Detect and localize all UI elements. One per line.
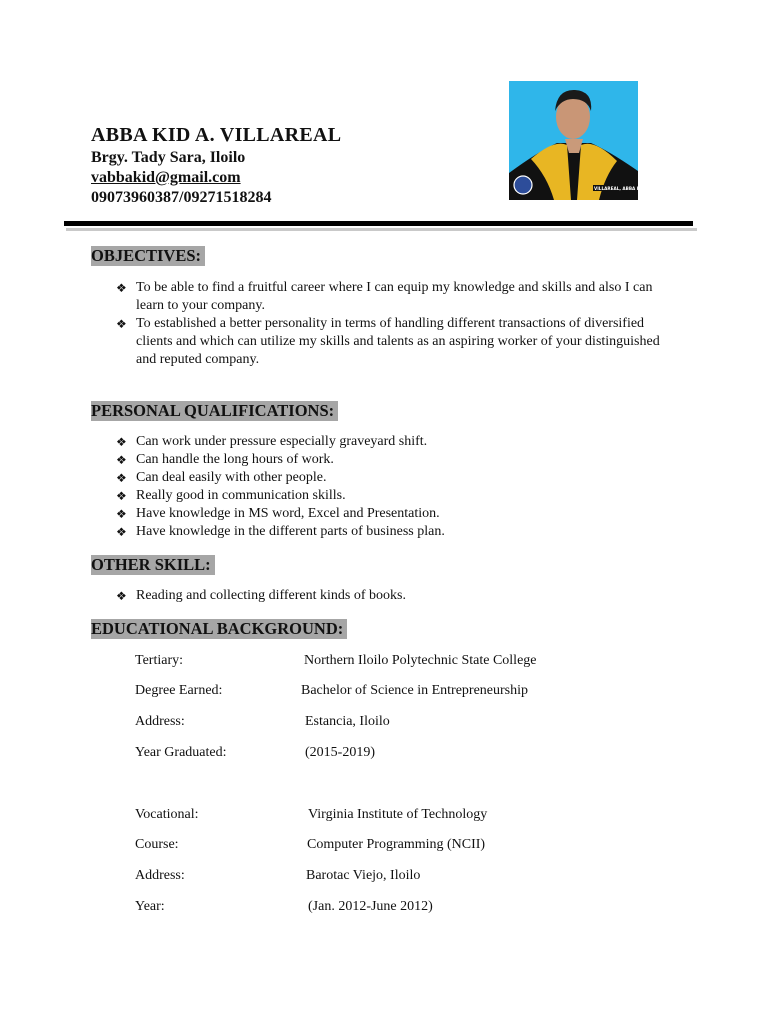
list-item: ❖ Can handle the long hours of work. bbox=[116, 452, 334, 467]
diamond-bullet-icon: ❖ bbox=[116, 281, 127, 295]
diamond-bullet-icon: ❖ bbox=[116, 435, 127, 449]
edu-label: Year Graduated: bbox=[135, 745, 227, 760]
applicant-name: ABBA KID A. VILLAREAL bbox=[91, 124, 342, 146]
diamond-bullet-icon: ❖ bbox=[116, 453, 127, 467]
edu-value: Estancia, Iloilo bbox=[305, 714, 390, 729]
diamond-bullet-icon: ❖ bbox=[116, 507, 127, 521]
diamond-bullet-icon: ❖ bbox=[116, 589, 127, 603]
edu-value: Bachelor of Science in Entrepreneurship bbox=[301, 683, 529, 698]
list-item: ❖ Really good in communication skills. bbox=[116, 488, 346, 503]
edu-value: Northern Iloilo Polytechnic State College bbox=[304, 653, 537, 668]
diamond-bullet-icon: ❖ bbox=[116, 489, 127, 503]
edu-label: Tertiary: bbox=[135, 653, 183, 668]
section-title-objectives: OBJECTIVES: bbox=[91, 246, 205, 266]
list-item: ❖ Can work under pressure especially graveyard shift. bbox=[116, 434, 428, 449]
edu-value: (2015-2019) bbox=[305, 745, 375, 760]
photo-caption: VILLAREAL, ABBA KID A. bbox=[594, 186, 652, 191]
list-item: ❖ Reading and collecting different kinds of books. bbox=[116, 588, 406, 603]
edu-value: (Jan. 2012-June 2012) bbox=[308, 899, 433, 914]
edu-value: Computer Programming (NCII) bbox=[307, 837, 486, 852]
list-item: ❖ To be able to find a fruitful career where I can equip my knowledge and skills and also I can learn to your company. bbox=[116, 280, 653, 313]
edu-label: Address: bbox=[135, 714, 185, 729]
phone-number: 09073960387/09271518284 bbox=[91, 189, 272, 206]
edu-value: Virginia Institute of Technology bbox=[308, 807, 488, 822]
list-item: ❖ Can deal easily with other people. bbox=[116, 470, 327, 485]
diamond-bullet-icon: ❖ bbox=[116, 525, 127, 539]
edu-label: Year: bbox=[135, 899, 165, 914]
list-item: ❖ Have knowledge in the different parts of business plan. bbox=[116, 524, 445, 539]
edu-label: Degree Earned: bbox=[135, 683, 223, 698]
edu-label: Address: bbox=[135, 868, 185, 883]
address: Brgy. Tady Sara, Iloilo bbox=[91, 149, 246, 166]
profile-photo bbox=[509, 81, 652, 200]
header-divider bbox=[64, 221, 693, 226]
other-skill-list bbox=[116, 587, 676, 605]
edu-label: Vocational: bbox=[135, 807, 199, 822]
diamond-bullet-icon: ❖ bbox=[116, 471, 127, 485]
header-divider-shadow bbox=[66, 228, 697, 231]
edu-label: Course: bbox=[135, 837, 179, 852]
edu-value: Barotac Viejo, Iloilo bbox=[306, 868, 421, 883]
diamond-bullet-icon: ❖ bbox=[116, 317, 127, 331]
section-title-education: EDUCATIONAL BACKGROUND: bbox=[91, 619, 347, 639]
section-title-qualifications: PERSONAL QUALIFICATIONS: bbox=[91, 401, 338, 421]
section-title-other-skill: OTHER SKILL: bbox=[91, 555, 215, 575]
email-link[interactable]: vabbakid@gmail.com bbox=[91, 169, 241, 186]
objectives-list bbox=[116, 279, 676, 369]
qualifications-list bbox=[116, 433, 676, 541]
list-item: ❖ Have knowledge in MS word, Excel and Presentation. bbox=[116, 506, 440, 521]
list-item: ❖ To established a better personality in terms of handling different transactions of diversified clients and which can utilize my skills and talents as an aspiring worker of your distinguished and reputed company. bbox=[116, 316, 660, 367]
